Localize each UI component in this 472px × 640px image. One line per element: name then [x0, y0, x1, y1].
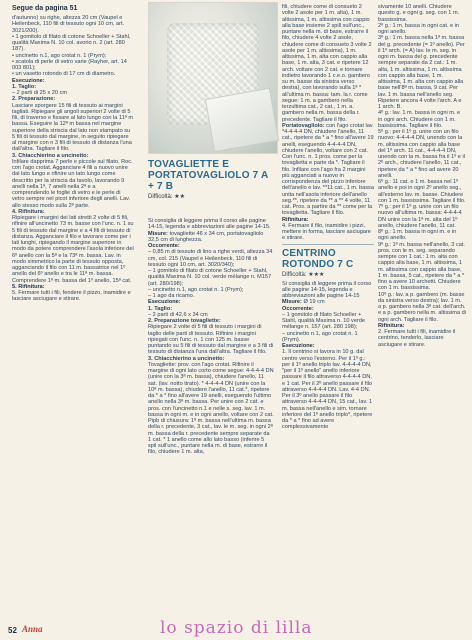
round-text: 2º g.: 1 m. bassa in ogni cat. e in ogni anello.	[378, 22, 460, 35]
step-text: Ripiegare 2 volte di 5 fili di tessuto i margini di taglio delle parti di tessuto. Rifinire i margini ripiegati con l'unc. n. 1 con 125 m. basse puntando su 5 fili di tessuto dal margine e a 3 fili di tessuto di distanza l'una dall'altra. Tagliare il filo.	[148, 324, 274, 356]
step-heading: 2. Preparazione tovagliette:	[148, 318, 221, 324]
column-3	[282, 4, 374, 612]
column-1	[12, 4, 134, 612]
col2-intro: Si consiglia di leggere prima il corso alle pagine 14-15, legenda e abbreviazioni alle pagine 14-15.	[148, 218, 271, 231]
material-item: – 1 gomitolo di filato Schoeller + Stahl, qualità Maxima n. 10 verde mélange n. 157 (art. 280 198);	[282, 311, 366, 331]
difficulty-stars: ★★★	[308, 271, 325, 278]
step-text: Ripiegare i margini dei lati stretti 2 volte di 5 fili, rifinire all'uncinetto 73 m. basse con l'unc. n. 1 su 5 fili di tessuto dal margine e a 4 fili di tessuto di distanza. Agganciare il filo e lavorare come per i lati lunghi, ripiegando il margine superiore in modo da potere comprendere l'asola inferiore del 6º anello con la 5ª e la 73ª m. bassa. Lav. in modo simmetrico la parte di tessuto opposta, agganciando il filo con 11 m. bassatrice nel 1º anello del 6º anello e tra le 11ª m. bassa. Comprendere 1ª m. bassa del 1º anello, 15ª cat.	[12, 215, 134, 284]
step-heading: 3. Chiacchierino a uncinetto:	[148, 355, 225, 362]
exec-heading: Esecuzione:	[12, 77, 45, 84]
round-text: 3º g.: 1 m. bassa nella 1ª m. bassa del g. precedente (= 1º anello). Per il 1º arch. (= A) lav. le m. seg. in ogni m. bassa del g. precedente sempre separate da 2 cat.: 1 m. alta, 1 m. altissima, 1 m. altissima con cappio alla base, 1 m. altissima, 1 m. alta con cappio alla base nell'8ª m. bassa, 9 cat. Per lav. 1 m. bassa nell'anello seg. Ripetere ancora 4 volte l'arch. A e 1 arch. B.	[378, 35, 465, 110]
napkin-holder-label: Portatovagliolo:	[282, 122, 325, 129]
finish-text: 2. Fermare tutti i fili, inamidire il centrino, tenderlo, lasciare asciugare e stirare.	[378, 329, 456, 348]
exec-heading: Esecuzione:	[148, 299, 181, 306]
finish-heading: 5. Rifinitura:	[12, 283, 45, 290]
step-text: Lasciare sporgere 15 fili di tessuto ai margini tagliati. Ripiegare gli angoli superiori 2 volte di 5 fili, di traverso e fissare al lato lungo con la 11ª m bassa. Eseguire la 12ª m bassa nel margine superiore della striscia dal lato non stampato su 5 fili di tessuto dal margine, in seguito ripiegare al margine con n 3 fili di tessuto di distanza l'una dall'altra. Tagliare il filo.	[12, 102, 134, 153]
col3-intro: Si consiglia di leggere prima il corso alle pagine 14-15, legenda e abbreviazioni alle pagine 14-15	[282, 280, 372, 299]
round-text: 10º g.: lav. a p. gambero (m. basse da sinistra verso destra); lav. 1 m. a p. gambero nella 3ª cat. dell'arch. e a p. gambero nella m. altissima di ogni arch. Tagliare il filo.	[378, 291, 466, 323]
col1-para: d'autunno) su righe, altezza 20 cm (Vaupel e Heilenbeck, 110 fili di tessuto ogni 10 cm, art. 3021/200).	[12, 15, 125, 34]
material-item: – 1 ago da ricamo.	[148, 293, 195, 299]
col1-para: • scatola di perle di vetro varie (Rayher, art. 14 003 801);	[12, 58, 127, 71]
measures-text: Ø 19 cm	[303, 299, 325, 306]
finish-heading: Rifinitura:	[282, 216, 309, 223]
step-text: Infilare dapprima 7 perle e piccole sul filato. Roc. con l'ago crotat. Agganciare 4 fili a nuovo unire dal lato lungo e rifinire un lato lungo come descritto per la striscia da tavolo, lavorando 9 anelli nella 1ª, 7 anelli nella 2ª e a comprendendo le foglie di vetro e le perle di vetro sempre nel picot inferiore degli anelli. Lav. allo stesso modo sulla 2ª parte.	[12, 158, 133, 209]
section-divider	[282, 244, 374, 245]
step-heading: 1. Taglio:	[148, 305, 173, 312]
column-2	[148, 218, 274, 610]
lace-doily-photo	[148, 2, 278, 154]
finish-text: 5. Fermare tutti i fili, fendere il pizzo, inamidire e lasciare asciugare e stirare.	[12, 290, 131, 303]
magazine-logo: Anna	[22, 624, 43, 634]
material-item: – uncinetto n.1, ago crotat n. 1 (Prym);	[148, 286, 244, 293]
project-title-2: CENTRINO ROTONDO 7 C	[282, 247, 354, 270]
round-text: 8º g.: 1 m. bassa in ogni m. e in ogni anello.	[378, 229, 457, 242]
step-heading: 1. Taglio:	[12, 83, 37, 90]
difficulty-label: Difficoltà:	[148, 194, 173, 200]
step-heading: 4. Rifinitura:	[12, 208, 45, 215]
material-item: – 0,85 m di tessuto di lino a righe verdi, altezza 34 cm, col. 215 (Vaupel e Heilenbeck, 110 fili di tessuto ogni 10 cm, art. 3020/340);	[148, 249, 273, 268]
materials-heading: Occorrente:	[282, 305, 314, 312]
page-number: 52	[8, 626, 17, 635]
material-item: – 1 gomitolo di filato di cotone Schoeller + Stahl, qualità Maxima N. 10 col. verde mélange n. M157 (art. 280/198);	[148, 268, 272, 287]
title-block	[148, 156, 274, 203]
watermark: lo spazio di lilla	[160, 618, 313, 638]
measures-label: Misure:	[148, 230, 168, 237]
difficulty-label: Difficoltà:	[282, 271, 307, 278]
finish-heading: Rifinitura:	[378, 322, 405, 329]
step-heading: 3. Chiacchierino a uncinetto:	[12, 152, 89, 159]
materials-heading: Occorrente:	[148, 243, 180, 249]
round-text: 4º g.: lav. 1 m. bassa in ogni m. e in ogni arch. Chiudere con 1 m. bassissima. Tagliare il filo.	[378, 110, 461, 129]
difficulty-2	[282, 271, 374, 279]
measures-label: Misure:	[282, 299, 302, 306]
exec-heading: Esecuzione:	[282, 343, 315, 349]
napkin-holder-text: con l'ago crotat lav. *4-4-4-4 DN, chiudere l'anello, 11 cat., ripetere da * a * fino all'avere 19 anelli, eseguendo 4-4-4-4 DN, chiudere l'anello, voltare con 2 cat. Con l'unc. n. 1 pros. come per la tovaglietta e parte da *. Tagliare il filo. Infilare con l'ago fra 2 margini più agganciati a nuovo in corrispondenza del pizzo inferiore dell'anello e lav. **11 cat., 1 m. bassa unita nell'asola inferiore dell'anello seg.**, ripetere da ** a ** 4 volte, 11 cat. Pros. a partire da ** come per la tovaglietta. Tagliare il filo.	[282, 122, 374, 217]
continued-header: Segue da pagina 51	[12, 5, 78, 12]
col1-para: • un vasetto rotondo di 17 cm di diametro.	[12, 71, 116, 78]
step-text: – 2 parti di 42,6 x 34 cm	[148, 311, 208, 318]
finish-text: 4. Fermare il filo, inamidire i pizzi, mettere in forma, lasciare asciugare e stirare.	[282, 222, 371, 242]
measures-text: tovagliette 46 x 34 cm, portatovagliolo 32,5 cm di lunghezza.	[148, 230, 264, 243]
round-text: 9º g.: 1ª m. bassa nell'anello, 3 cat. pros. con le m. seg. separando sempre con 1 cat.: 1 m. alta con cappio alla base, 1 m. altissima, 1 m. altissima con cappio alla base, 1 m. bassa, 5 cat., ripetere da * a * fino a avere 10 archetti. Chiudere con 1 m. bassissima.	[378, 241, 465, 292]
project-title: TOVAGLIETTE E PORTATOVAGLIOLO 7 A + 7 B	[148, 159, 269, 192]
round-text: 5º g.: per il 1º g. unire con un filo nuovo: 4-4-4-4 DN, unendo con la m. altissima con cappio alla base del 1º arch. 11 cat., 4-4-4-4 DN, unendo con la m. bassa fra il 1º e il 2º arch., chiudere l'anello, 11 cat., ripetere da * a * fino ad avere 20 anelli.	[378, 129, 465, 179]
column-4	[378, 4, 466, 612]
col1-para: • 1 gomitolo di filato di cotone Schoeller + Stahl, qualità Maxima N. 10 col. avorio n. 2 (art. 280 187).	[12, 33, 131, 53]
difficulty-stars: ★★	[174, 194, 186, 200]
round-text: 7º g.: per il 1º g. unire con un filo nuovo all'ultima m. bassa: 4-4-4-4 DN unire con la 1ª m. alta del 1º anello, chiudere l'anello, 11 cat.	[378, 204, 462, 229]
material-item: – uncinetto n.1, ago crotat n. 1 (Prym).	[282, 330, 358, 343]
step-text: Tovagliette: prov. con l'ago crotat. Rifinire il margine di ogni lato corto come segue: 4-4-4-4 DN (unire con la 3ª m. bassa), chiudere l'anello, 11 sat. (lav. notto tirato). * 4-4-4-4 DN (unire con la 10ª m. bassa), chiudere l'anello, 11 cat.*, ripetere da * a * fino all'avere 19 anelli, eseguendo l'ultimo anello nella 3ª m. bassa. Per unire con 2 cat. e pros. con l'uncinetto n.1 e nelle s. seg. lav. 1 m. bassa in ogni m. e in ogni anello, voltare con 2 cat. Pipb di chiusura: 1ª m. bassa nell'ultima m. bassa della r. precedente, 3 cat., lav. le m. seg. in ogni 2ª m. bassa della r. precedente sempre separate da 1 cat. * 1 anello come allo lato basso (inferire 5 spil sull'unc., puntare nella m. di base, estrarre il filo, chiudere 1 m. alta,	[148, 361, 274, 456]
round-text: sivamente 10 anelli. Chiudere questo g. e ogni g. seg. con 1 m. bassissima.	[378, 4, 460, 23]
page-footer	[0, 614, 472, 640]
folded-napkin	[205, 88, 279, 153]
step-text: 1. Il centrino si lavora in 10 g. dal centro verso l'esterno. Per il 1º g.: per il 1º anello triplo lav. 4-4-4-4 DN, "per il 1º anello" anello inferiore passare il filo attraverso 4-4-4-4 DN, e 1 cat. Per il 2º anello passare il filo attraverso 4-4-4-4 DN. Lav. 4-4 DN. Per il 3º anello passare il filo attraverso 4-4-4-4 DN, 15 cat., lav. 1 m. bassa nell'anello e sim. tornare inferiore del 1º anello triplo*, ripetere da * a * fino ad avere complessivamente	[282, 349, 373, 431]
col3-text: fili, chiudere come di consueto 2 volte 2 asole per 1 m. alta), 1 m. altissima, 1 m. altissima con cappio alla base insieme 2 spill sull'unc., puntare nella m. di base, estrarre il filo, chiudere 4 volte 2 asole, chiudere come di consueto 3 volte 2 asole per 1 m. altissima), 1 m. altissima, 1 m. alta con cappio alla base, 1 m. alta, 3 cat. e ripetere 12 arch. voltare con 2 cat. e tornare indietro lavorando 1 c.e.o. gambero su m. basse da sinistra verso destra), con lavorando sulla 1ª * all'ultima m. bassa: tam. la r. come segue: 1 m. a gambero nella terzultima cat., 2 cat., 1 m. a. gambero nella m. bassa della r. precedente. Tagliare il filo.	[282, 4, 372, 123]
step-heading: 2. Preparazione:	[12, 96, 56, 103]
difficulty	[148, 193, 274, 201]
round-text: 6º g.: 11 cat. e 1 m. bassa nel 1º anello e poi in ogni 2º anello seg., all'esterno lav. m. basse. Chiudere con 1 m. bassissima. Tagliare il filo.	[378, 179, 466, 204]
col1-para: • uncinetto n.1, ago crotat n. 1 (Prym);	[12, 52, 107, 59]
step-text: – 2 parti di 25 x 20 cm	[12, 90, 68, 96]
